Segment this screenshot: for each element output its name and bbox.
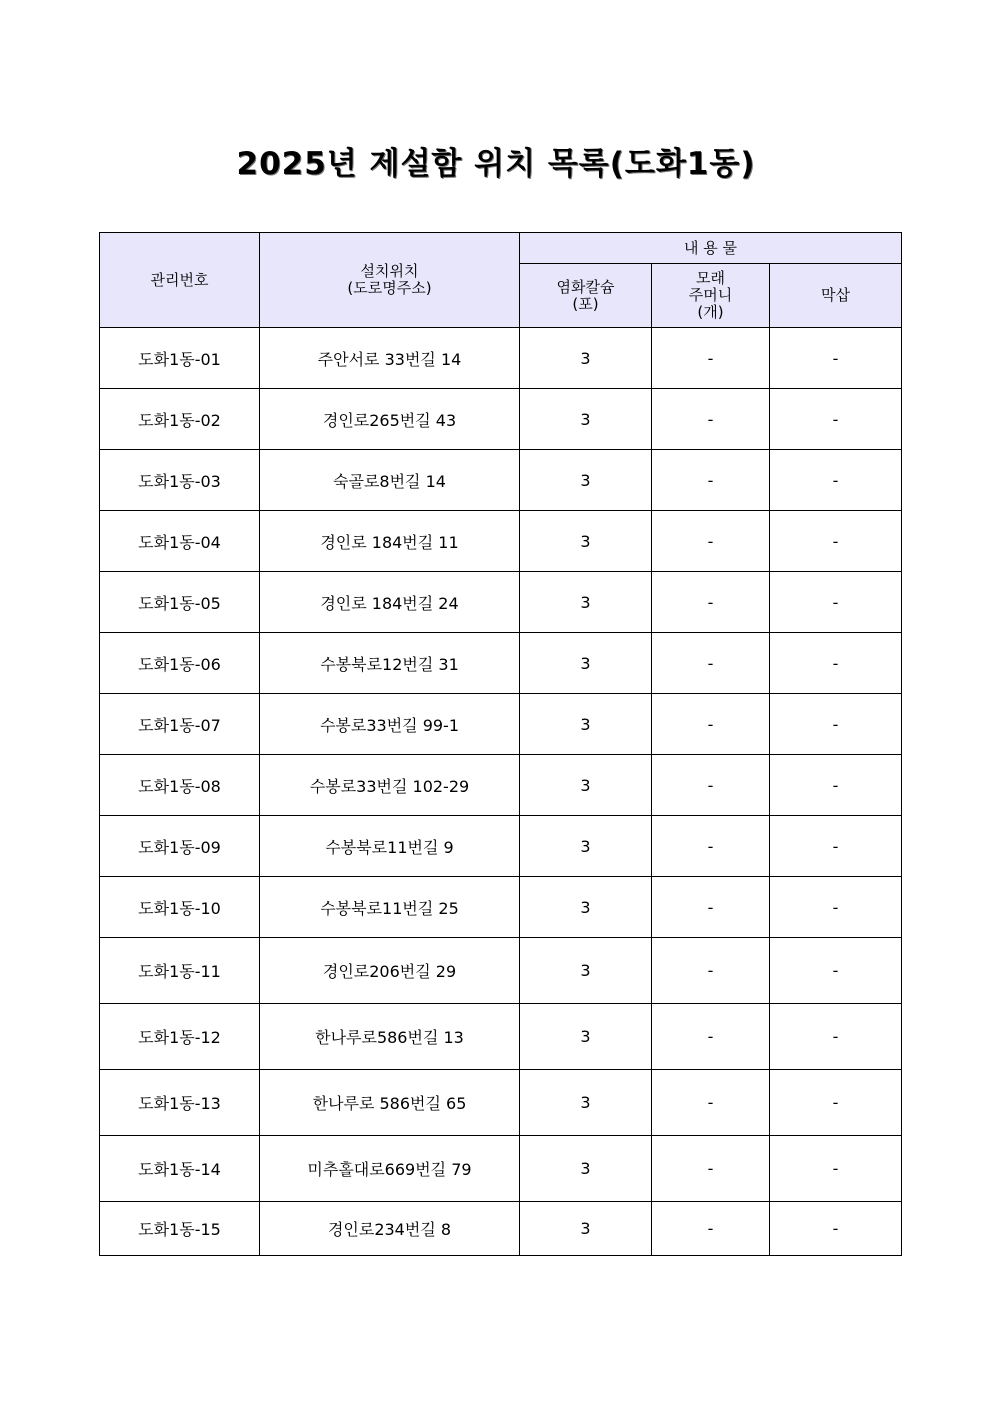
cell-id: 도화1동-06: [100, 633, 260, 694]
cell-shovel: -: [770, 1202, 902, 1256]
cell-calcium: 3: [520, 450, 652, 511]
table-row: [100, 1202, 902, 1256]
cell-id: 도화1동-08: [100, 755, 260, 816]
cell-shovel: -: [770, 877, 902, 938]
cell-shovel: -: [770, 755, 902, 816]
cell-location: 주안서로 33번길 14: [260, 328, 520, 389]
cell-location: 경인로265번길 43: [260, 389, 520, 450]
cell-id: 도화1동-04: [100, 511, 260, 572]
cell-location: 한나루로586번길 13: [260, 1004, 520, 1070]
cell-shovel: -: [770, 1004, 902, 1070]
table-row: [100, 1136, 902, 1202]
cell-location: 경인로206번길 29: [260, 938, 520, 1004]
cell-calcium: 3: [520, 1004, 652, 1070]
cell-shovel: -: [770, 633, 902, 694]
cell-sand: -: [652, 938, 770, 1004]
table-row: [100, 1004, 902, 1070]
table-row: [100, 633, 902, 694]
cell-location: 숙골로8번길 14: [260, 450, 520, 511]
header-location: 설치위치 (도로명주소): [260, 233, 520, 328]
header-contents: 내 용 물: [520, 233, 902, 264]
table-row: [100, 938, 902, 1004]
cell-sand: -: [652, 1202, 770, 1256]
table-body: [100, 328, 902, 1256]
header-calcium: 염화칼슘 (포): [520, 264, 652, 328]
cell-calcium: 3: [520, 938, 652, 1004]
cell-location: 경인로234번길 8: [260, 1202, 520, 1256]
cell-location: 한나루로 586번길 65: [260, 1070, 520, 1136]
cell-id: 도화1동-10: [100, 877, 260, 938]
cell-location: 수봉로33번길 99-1: [260, 694, 520, 755]
cell-sand: -: [652, 633, 770, 694]
page-title: 2025년 제설함 위치 목록(도화1동): [236, 146, 756, 182]
cell-shovel: -: [770, 694, 902, 755]
cell-shovel: -: [770, 511, 902, 572]
cell-calcium: 3: [520, 1070, 652, 1136]
header-id: 관리번호: [100, 233, 260, 328]
table-row: [100, 328, 902, 389]
cell-shovel: -: [770, 938, 902, 1004]
cell-location: 미추홀대로669번길 79: [260, 1136, 520, 1202]
cell-calcium: 3: [520, 816, 652, 877]
cell-sand: -: [652, 511, 770, 572]
cell-shovel: -: [770, 572, 902, 633]
cell-id: 도화1동-01: [100, 328, 260, 389]
table-row: [100, 450, 902, 511]
cell-sand: -: [652, 1004, 770, 1070]
cell-location: 경인로 184번길 11: [260, 511, 520, 572]
table-row: [100, 572, 902, 633]
cell-location: 수봉북로12번길 31: [260, 633, 520, 694]
cell-sand: -: [652, 694, 770, 755]
cell-calcium: 3: [520, 328, 652, 389]
table-row: [100, 389, 902, 450]
cell-calcium: 3: [520, 877, 652, 938]
cell-location: 수봉북로11번길 9: [260, 816, 520, 877]
header-shovel: 막삽: [770, 264, 902, 328]
table-row: [100, 1070, 902, 1136]
table-row: [100, 877, 902, 938]
cell-shovel: -: [770, 816, 902, 877]
cell-id: 도화1동-07: [100, 694, 260, 755]
cell-shovel: -: [770, 1070, 902, 1136]
cell-sand: -: [652, 816, 770, 877]
cell-sand: -: [652, 1136, 770, 1202]
cell-id: 도화1동-02: [100, 389, 260, 450]
cell-id: 도화1동-12: [100, 1004, 260, 1070]
cell-sand: -: [652, 328, 770, 389]
cell-sand: -: [652, 389, 770, 450]
cell-id: 도화1동-09: [100, 816, 260, 877]
table-row: [100, 511, 902, 572]
cell-sand: -: [652, 755, 770, 816]
cell-sand: -: [652, 450, 770, 511]
cell-calcium: 3: [520, 633, 652, 694]
cell-id: 도화1동-03: [100, 450, 260, 511]
cell-location: 경인로 184번길 24: [260, 572, 520, 633]
cell-calcium: 3: [520, 389, 652, 450]
cell-shovel: -: [770, 389, 902, 450]
header-sand: 모래 주머니 (개): [652, 264, 770, 328]
cell-calcium: 3: [520, 755, 652, 816]
cell-id: 도화1동-13: [100, 1070, 260, 1136]
snow-box-table: [99, 232, 902, 1256]
cell-calcium: 3: [520, 511, 652, 572]
cell-location: 수봉로33번길 102-29: [260, 755, 520, 816]
cell-calcium: 3: [520, 694, 652, 755]
cell-calcium: 3: [520, 1202, 652, 1256]
cell-id: 도화1동-15: [100, 1202, 260, 1256]
cell-calcium: 3: [520, 572, 652, 633]
cell-shovel: -: [770, 450, 902, 511]
cell-id: 도화1동-05: [100, 572, 260, 633]
cell-calcium: 3: [520, 1136, 652, 1202]
cell-shovel: -: [770, 1136, 902, 1202]
table-row: [100, 694, 902, 755]
cell-sand: -: [652, 572, 770, 633]
cell-location: 수봉북로11번길 25: [260, 877, 520, 938]
cell-sand: -: [652, 1070, 770, 1136]
table-row: [100, 755, 902, 816]
cell-id: 도화1동-11: [100, 938, 260, 1004]
cell-id: 도화1동-14: [100, 1136, 260, 1202]
table-row: [100, 816, 902, 877]
cell-shovel: -: [770, 328, 902, 389]
cell-sand: -: [652, 877, 770, 938]
